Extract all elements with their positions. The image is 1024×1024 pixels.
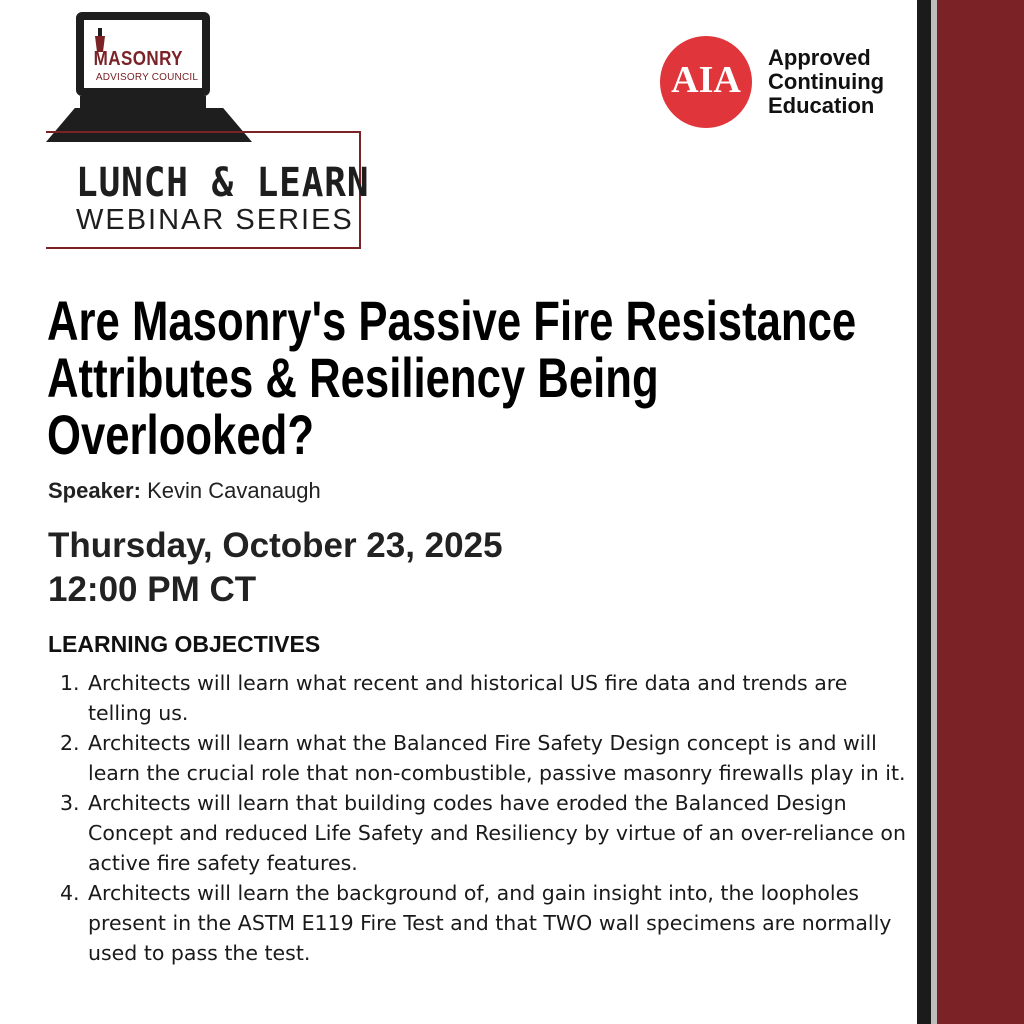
logo-brand-subtext: ADVISORY COUNCIL — [95, 72, 199, 83]
objective-item — [60, 878, 910, 968]
aia-label-line: Continuing — [768, 69, 885, 94]
logo-brand-text: MASONRY — [93, 48, 183, 70]
aia-label-line: Education — [768, 93, 875, 118]
aia-mark: AIA — [671, 59, 741, 101]
speaker-line — [48, 478, 321, 504]
series-title: LUNCH & LEARN — [76, 160, 370, 206]
objective-number: 3. — [60, 791, 80, 815]
headline-line: Overlooked? — [47, 403, 315, 466]
speaker-label: Speaker: — [48, 478, 141, 503]
webinar-headline — [47, 289, 857, 466]
side-stripe-black — [917, 0, 931, 1024]
objective-number: 4. — [60, 881, 80, 905]
side-stripe-red — [937, 0, 1024, 1024]
objective-item — [60, 668, 910, 728]
objective-text: Architects will learn that building codes have eroded the Balanced Design Concept and reduced Life Safety and Resiliency by virtue of an over-reliance on active fire safety features. — [88, 791, 906, 875]
objectives-list — [60, 668, 910, 968]
objective-number: 2. — [60, 731, 80, 755]
objective-text: Architects will learn the background of, and gain insight into, the loopholes present in the ASTM E119 Fire Test and that TWO wall specimens are normally used to pass the test. — [88, 881, 892, 965]
speaker-name: Kevin Cavanaugh — [147, 478, 321, 503]
headline-line: Attributes & Resiliency Being — [47, 346, 659, 409]
objective-text: Architects will learn what recent and historical US fire data and trends are telling us. — [88, 671, 848, 725]
objective-item — [60, 788, 910, 878]
objectives-heading: LEARNING OBJECTIVES — [48, 631, 321, 657]
headline-line: Are Masonry's Passive Fire Resistance — [47, 289, 857, 352]
event-date: Thursday, October 23, 2025 — [48, 526, 503, 565]
laptop-hinge-icon — [80, 96, 206, 110]
aia-label-line: Approved — [768, 45, 871, 70]
event-datetime — [48, 524, 503, 612]
aia-label — [768, 46, 884, 118]
series-subtitle: WEBINAR SERIES — [76, 204, 354, 236]
objective-number: 1. — [60, 671, 80, 695]
objective-item — [60, 728, 910, 788]
objective-text: Architects will learn what the Balanced Fire Safety Design concept is and will learn the crucial role that non-combustible, passive masonry firewalls play in it. — [88, 731, 906, 785]
event-time: 12:00 PM CT — [48, 570, 257, 609]
